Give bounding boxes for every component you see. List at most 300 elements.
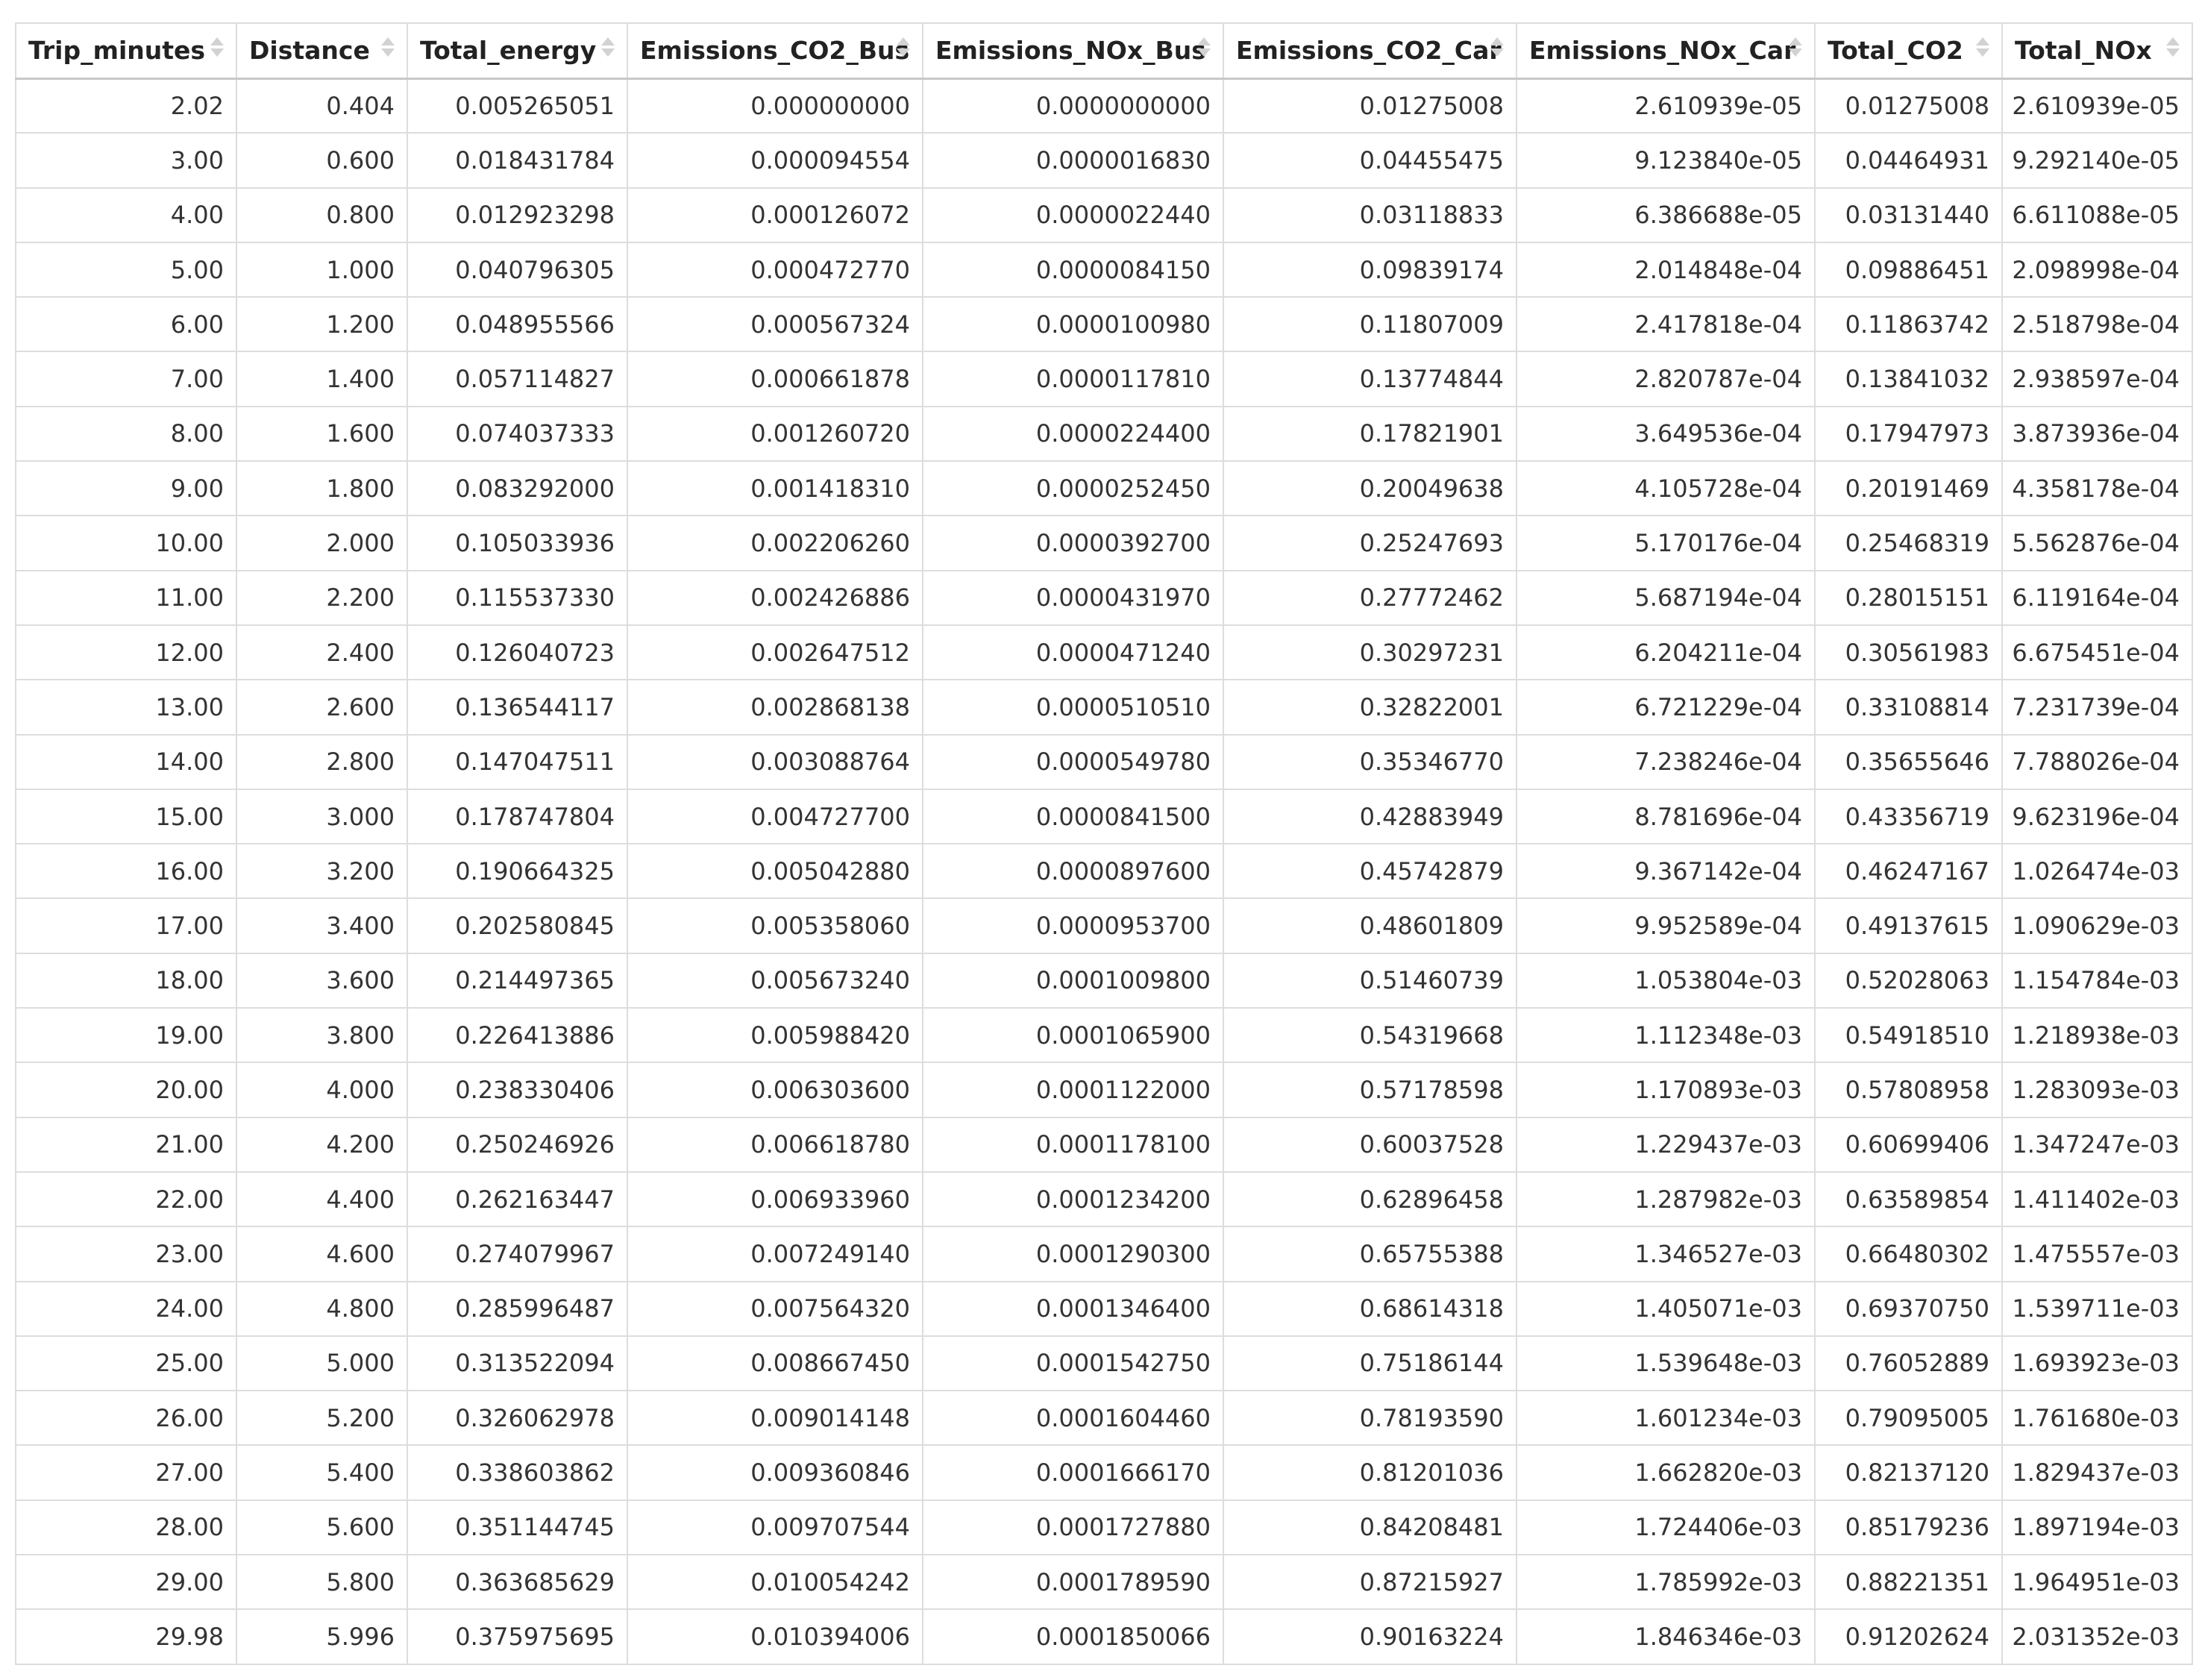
table-cell: 0.285996487 [407, 1282, 627, 1336]
table-cell: 0.27772462 [1223, 571, 1516, 625]
table-row [16, 78, 2192, 133]
table-cell: 4.105728e-04 [1516, 461, 1815, 515]
table-cell: 0.012923298 [407, 188, 627, 242]
table-cell: 0.20049638 [1223, 461, 1516, 515]
table-cell: 2.820787e-04 [1516, 351, 1815, 406]
table-cell: 2.600 [236, 680, 407, 734]
table-cell: 1.405071e-03 [1516, 1282, 1815, 1336]
table-row [16, 1445, 2192, 1499]
table-row [16, 1282, 2192, 1336]
table-cell: 29.00 [16, 1555, 236, 1609]
table-cell: 4.400 [236, 1172, 407, 1226]
table-cell: 0.25247693 [1223, 515, 1516, 570]
table-cell: 3.200 [236, 844, 407, 898]
table-cell: 0.46247167 [1815, 844, 2002, 898]
table-cell: 0.190664325 [407, 844, 627, 898]
table-cell: 0.010394006 [627, 1609, 923, 1664]
table-cell: 1.897194e-03 [2002, 1500, 2192, 1555]
table-row [16, 133, 2192, 187]
table-cell: 0.60699406 [1815, 1118, 2002, 1172]
table-cell: 2.02 [16, 78, 236, 133]
table-cell: 0.45742879 [1223, 844, 1516, 898]
table-cell: 0.66480302 [1815, 1226, 2002, 1281]
table-cell: 6.721229e-04 [1516, 680, 1815, 734]
table-cell: 0.42883949 [1223, 789, 1516, 844]
table-cell: 10.00 [16, 515, 236, 570]
table-cell: 0.65755388 [1223, 1226, 1516, 1281]
table-cell: 11.00 [16, 571, 236, 625]
sort-icon[interactable] [601, 36, 615, 61]
column-header-label: Emissions_CO2_Bus [640, 36, 910, 66]
column-header-emissions-co2-bus[interactable] [627, 23, 923, 78]
table-cell: 1.693923e-03 [2002, 1336, 2192, 1391]
table-cell: 0.68614318 [1223, 1282, 1516, 1336]
table-cell: 19.00 [16, 1008, 236, 1062]
table-cell: 3.800 [236, 1008, 407, 1062]
table-cell: 0.250246926 [407, 1118, 627, 1172]
table-cell: 0.0000841500 [923, 789, 1223, 844]
column-header-total-co2[interactable] [1815, 23, 2002, 78]
column-header-emissions-nox-car[interactable] [1516, 23, 1815, 78]
table-cell: 0.52028063 [1815, 953, 2002, 1008]
table-cell: 0.84208481 [1223, 1500, 1516, 1555]
table-cell: 0.87215927 [1223, 1555, 1516, 1609]
table-cell: 1.026474e-03 [2002, 844, 2192, 898]
table-cell: 0.54918510 [1815, 1008, 2002, 1062]
table-cell: 0.0000897600 [923, 844, 1223, 898]
table-cell: 0.010054242 [627, 1555, 923, 1609]
column-header-total-energy[interactable] [407, 23, 627, 78]
table-cell: 0.008667450 [627, 1336, 923, 1391]
table-cell: 0.60037528 [1223, 1118, 1516, 1172]
column-header-label: Total_energy [420, 36, 597, 66]
table-cell: 0.04464931 [1815, 133, 2002, 187]
table-cell: 17.00 [16, 898, 236, 953]
table-cell: 7.00 [16, 351, 236, 406]
sort-icon[interactable] [1789, 36, 1802, 61]
table-cell: 0.17821901 [1223, 407, 1516, 461]
table-cell: 0.001418310 [627, 461, 923, 515]
table-cell: 0.005265051 [407, 78, 627, 133]
table-cell: 0.351144745 [407, 1500, 627, 1555]
column-header-total-nox[interactable] [2002, 23, 2192, 78]
table-row [16, 571, 2192, 625]
table-cell: 0.002426886 [627, 571, 923, 625]
table-cell: 0.0000471240 [923, 625, 1223, 680]
table-cell: 0.0001727880 [923, 1500, 1223, 1555]
table-cell: 0.0000117810 [923, 351, 1223, 406]
table-cell: 0.007249140 [627, 1226, 923, 1281]
table-cell: 0.006933960 [627, 1172, 923, 1226]
table-row [16, 242, 2192, 297]
table-cell: 0.009707544 [627, 1500, 923, 1555]
table-cell: 0.0000100980 [923, 297, 1223, 351]
table-cell: 0.0000000000 [923, 78, 1223, 133]
table-cell: 1.347247e-03 [2002, 1118, 2192, 1172]
table-cell: 5.996 [236, 1609, 407, 1664]
table-cell: 0.35655646 [1815, 735, 2002, 789]
table-cell: 0.083292000 [407, 461, 627, 515]
table-cell: 0.006303600 [627, 1062, 923, 1117]
table-row [16, 188, 2192, 242]
table-row [16, 844, 2192, 898]
sort-icon[interactable] [1490, 36, 1504, 61]
table-cell: 0.0001542750 [923, 1336, 1223, 1391]
table-cell: 0.000094554 [627, 133, 923, 187]
table-cell: 2.417818e-04 [1516, 297, 1815, 351]
sort-icon[interactable] [381, 36, 395, 61]
column-header-label: Total_CO2 [1828, 36, 1963, 66]
table-cell: 13.00 [16, 680, 236, 734]
table-cell: 0.600 [236, 133, 407, 187]
table-cell: 0.147047511 [407, 735, 627, 789]
table-row [16, 1609, 2192, 1664]
table-cell: 7.238246e-04 [1516, 735, 1815, 789]
table-cell: 1.287982e-03 [1516, 1172, 1815, 1226]
table-cell: 1.829437e-03 [2002, 1445, 2192, 1499]
table-cell: 1.846346e-03 [1516, 1609, 1815, 1664]
table-cell: 8.00 [16, 407, 236, 461]
column-header-trip-minutes[interactable] [16, 23, 236, 78]
table-row [16, 1008, 2192, 1062]
table-cell: 23.00 [16, 1226, 236, 1281]
table-cell: 7.231739e-04 [2002, 680, 2192, 734]
table-cell: 0.005673240 [627, 953, 923, 1008]
table-cell: 1.600 [236, 407, 407, 461]
table-cell: 12.00 [16, 625, 236, 680]
table-cell: 3.00 [16, 133, 236, 187]
table-cell: 28.00 [16, 1500, 236, 1555]
table-cell: 0.0001234200 [923, 1172, 1223, 1226]
table-cell: 9.367142e-04 [1516, 844, 1815, 898]
table-cell: 1.411402e-03 [2002, 1172, 2192, 1226]
table-cell: 4.600 [236, 1226, 407, 1281]
table-cell: 0.338603862 [407, 1445, 627, 1499]
table-cell: 0.262163447 [407, 1172, 627, 1226]
table-cell: 0.0001346400 [923, 1282, 1223, 1336]
table-cell: 3.873936e-04 [2002, 407, 2192, 461]
table-cell: 2.800 [236, 735, 407, 789]
table-cell: 0.01275008 [1223, 78, 1516, 133]
table-row [16, 789, 2192, 844]
table-cell: 4.200 [236, 1118, 407, 1172]
table-cell: 0.214497365 [407, 953, 627, 1008]
table-cell: 0.274079967 [407, 1226, 627, 1281]
column-header-label: Emissions_CO2_Car [1236, 36, 1502, 66]
table-cell: 25.00 [16, 1336, 236, 1391]
data-table [15, 22, 2193, 1665]
table-cell: 15.00 [16, 789, 236, 844]
table-cell: 21.00 [16, 1118, 236, 1172]
sort-icon[interactable] [210, 36, 224, 61]
table-cell: 0.0001290300 [923, 1226, 1223, 1281]
table-cell: 0.404 [236, 78, 407, 133]
table-cell: 0.20191469 [1815, 461, 2002, 515]
table-cell: 0.0001178100 [923, 1118, 1223, 1172]
table-row [16, 407, 2192, 461]
table-cell: 0.25468319 [1815, 515, 2002, 570]
table-cell: 1.200 [236, 297, 407, 351]
table-cell: 0.009360846 [627, 1445, 923, 1499]
table-cell: 0.51460739 [1223, 953, 1516, 1008]
table-cell: 0.115537330 [407, 571, 627, 625]
table-cell: 9.123840e-05 [1516, 133, 1815, 187]
table-cell: 0.57178598 [1223, 1062, 1516, 1117]
table-cell: 5.562876e-04 [2002, 515, 2192, 570]
table-cell: 1.475557e-03 [2002, 1226, 2192, 1281]
table-cell: 0.074037333 [407, 407, 627, 461]
table-cell: 5.200 [236, 1391, 407, 1445]
table-cell: 4.00 [16, 188, 236, 242]
table-cell: 2.610939e-05 [2002, 78, 2192, 133]
table-row [16, 898, 2192, 953]
table-cell: 0.326062978 [407, 1391, 627, 1445]
table-cell: 0.238330406 [407, 1062, 627, 1117]
table-cell: 8.781696e-04 [1516, 789, 1815, 844]
table-cell: 0.62896458 [1223, 1172, 1516, 1226]
table-cell: 2.200 [236, 571, 407, 625]
table-cell: 0.0001122000 [923, 1062, 1223, 1117]
table-cell: 0.54319668 [1223, 1008, 1516, 1062]
table-cell: 1.000 [236, 242, 407, 297]
table-cell: 27.00 [16, 1445, 236, 1499]
table-cell: 0.63589854 [1815, 1172, 2002, 1226]
table-row [16, 1336, 2192, 1391]
table-cell: 3.600 [236, 953, 407, 1008]
table-row [16, 1555, 2192, 1609]
table-cell: 0.17947973 [1815, 407, 2002, 461]
table-cell: 0.0000510510 [923, 680, 1223, 734]
table-cell: 3.400 [236, 898, 407, 953]
table-cell: 0.005358060 [627, 898, 923, 953]
table-row [16, 1391, 2192, 1445]
table-cell: 5.170176e-04 [1516, 515, 1815, 570]
table-cell: 6.204211e-04 [1516, 625, 1815, 680]
table-cell: 0.78193590 [1223, 1391, 1516, 1445]
table-cell: 0.005988420 [627, 1008, 923, 1062]
table-cell: 0.0000252450 [923, 461, 1223, 515]
table-cell: 3.000 [236, 789, 407, 844]
table-cell: 1.283093e-03 [2002, 1062, 2192, 1117]
table-cell: 0.040796305 [407, 242, 627, 297]
table-cell: 0.75186144 [1223, 1336, 1516, 1391]
table-cell: 2.014848e-04 [1516, 242, 1815, 297]
table-cell: 0.35346770 [1223, 735, 1516, 789]
table-cell: 0.13841032 [1815, 351, 2002, 406]
table-cell: 0.03131440 [1815, 188, 2002, 242]
column-header-emissions-nox-bus[interactable] [923, 23, 1223, 78]
table-row [16, 680, 2192, 734]
table-cell: 0.09839174 [1223, 242, 1516, 297]
table-cell: 1.662820e-03 [1516, 1445, 1815, 1499]
table-cell: 18.00 [16, 953, 236, 1008]
table-cell: 0.88221351 [1815, 1555, 2002, 1609]
table-cell: 2.938597e-04 [2002, 351, 2192, 406]
table-cell: 0.800 [236, 188, 407, 242]
table-cell: 16.00 [16, 844, 236, 898]
table-cell: 0.009014148 [627, 1391, 923, 1445]
table-cell: 0.30297231 [1223, 625, 1516, 680]
table-cell: 20.00 [16, 1062, 236, 1117]
table-row [16, 1172, 2192, 1226]
table-cell: 0.82137120 [1815, 1445, 2002, 1499]
table-cell: 0.57808958 [1815, 1062, 2002, 1117]
table-cell: 1.090629e-03 [2002, 898, 2192, 953]
table-row [16, 625, 2192, 680]
table-cell: 0.30561983 [1815, 625, 2002, 680]
table-cell: 0.85179236 [1815, 1500, 2002, 1555]
table-cell: 0.0001789590 [923, 1555, 1223, 1609]
table-cell: 0.105033936 [407, 515, 627, 570]
table-cell: 1.400 [236, 351, 407, 406]
table-cell: 1.601234e-03 [1516, 1391, 1815, 1445]
table-body [16, 78, 2192, 1664]
table-cell: 0.11807009 [1223, 297, 1516, 351]
table-cell: 1.218938e-03 [2002, 1008, 2192, 1062]
table-cell: 0.0001009800 [923, 953, 1223, 1008]
table-cell: 0.0001850066 [923, 1609, 1223, 1664]
table-cell: 29.98 [16, 1609, 236, 1664]
table-cell: 0.226413886 [407, 1008, 627, 1062]
table-cell: 0.007564320 [627, 1282, 923, 1336]
table-cell: 0.11863742 [1815, 297, 2002, 351]
table-cell: 1.800 [236, 461, 407, 515]
column-header-label: Distance [249, 36, 370, 66]
table-cell: 1.724406e-03 [1516, 1500, 1815, 1555]
table-cell: 1.964951e-03 [2002, 1555, 2192, 1609]
table-cell: 1.785992e-03 [1516, 1555, 1815, 1609]
table-cell: 1.112348e-03 [1516, 1008, 1815, 1062]
table-cell: 4.000 [236, 1062, 407, 1117]
table-row [16, 515, 2192, 570]
table-cell: 0.0000084150 [923, 242, 1223, 297]
table-cell: 1.170893e-03 [1516, 1062, 1815, 1117]
table-cell: 2.400 [236, 625, 407, 680]
table-cell: 5.00 [16, 242, 236, 297]
table-cell: 0.006618780 [627, 1118, 923, 1172]
sort-icon[interactable] [2166, 36, 2180, 61]
table-cell: 0.0001666170 [923, 1445, 1223, 1499]
table-cell: 0.28015151 [1815, 571, 2002, 625]
table-cell: 4.800 [236, 1282, 407, 1336]
table-cell: 0.000661878 [627, 351, 923, 406]
table-row [16, 297, 2192, 351]
table-cell: 0.48601809 [1223, 898, 1516, 953]
table-cell: 0.0000016830 [923, 133, 1223, 187]
column-header-distance[interactable] [236, 23, 407, 78]
header-row [16, 23, 2192, 78]
table-cell: 1.053804e-03 [1516, 953, 1815, 1008]
table-cell: 0.000472770 [627, 242, 923, 297]
table-cell: 0.002206260 [627, 515, 923, 570]
table-cell: 0.49137615 [1815, 898, 2002, 953]
data-table-container [15, 22, 2192, 1665]
table-cell: 3.649536e-04 [1516, 407, 1815, 461]
table-cell: 0.0000224400 [923, 407, 1223, 461]
table-cell: 26.00 [16, 1391, 236, 1445]
table-cell: 0.0000392700 [923, 515, 1223, 570]
table-cell: 2.518798e-04 [2002, 297, 2192, 351]
table-cell: 0.048955566 [407, 297, 627, 351]
table-cell: 0.005042880 [627, 844, 923, 898]
table-cell: 0.363685629 [407, 1555, 627, 1609]
column-header-label: Trip_minutes [28, 36, 206, 66]
column-header-label: Emissions_NOx_Car [1529, 36, 1796, 66]
table-cell: 0.003088764 [627, 735, 923, 789]
table-cell: 1.229437e-03 [1516, 1118, 1815, 1172]
table-cell: 1.539711e-03 [2002, 1282, 2192, 1336]
table-cell: 0.002647512 [627, 625, 923, 680]
table-cell: 1.539648e-03 [1516, 1336, 1815, 1391]
table-cell: 1.346527e-03 [1516, 1226, 1815, 1281]
table-cell: 0.03118833 [1223, 188, 1516, 242]
table-row [16, 1226, 2192, 1281]
table-cell: 9.00 [16, 461, 236, 515]
table-row [16, 1500, 2192, 1555]
table-cell: 0.32822001 [1223, 680, 1516, 734]
table-cell: 0.90163224 [1223, 1609, 1516, 1664]
table-cell: 0.76052889 [1815, 1336, 2002, 1391]
table-cell: 0.0000549780 [923, 735, 1223, 789]
column-header-emissions-co2-car[interactable] [1223, 23, 1516, 78]
table-cell: 0.81201036 [1223, 1445, 1516, 1499]
table-cell: 0.33108814 [1815, 680, 2002, 734]
table-cell: 5.400 [236, 1445, 407, 1499]
table-row [16, 1118, 2192, 1172]
table-cell: 1.154784e-03 [2002, 953, 2192, 1008]
table-cell: 0.178747804 [407, 789, 627, 844]
table-cell: 0.000126072 [627, 188, 923, 242]
table-cell: 0.375975695 [407, 1609, 627, 1664]
table-cell: 2.000 [236, 515, 407, 570]
table-cell: 0.69370750 [1815, 1282, 2002, 1336]
column-header-label: Emissions_NOx_Bus [935, 36, 1206, 66]
sort-icon[interactable] [897, 36, 910, 61]
table-cell: 9.952589e-04 [1516, 898, 1815, 953]
table-cell: 9.623196e-04 [2002, 789, 2192, 844]
table-row [16, 351, 2192, 406]
table-cell: 0.43356719 [1815, 789, 2002, 844]
table-cell: 4.358178e-04 [2002, 461, 2192, 515]
table-cell: 5.000 [236, 1336, 407, 1391]
table-cell: 0.0001065900 [923, 1008, 1223, 1062]
column-header-label: Total_NOx [2015, 36, 2152, 66]
table-cell: 0.79095005 [1815, 1391, 2002, 1445]
table-cell: 0.136544117 [407, 680, 627, 734]
table-cell: 0.01275008 [1815, 78, 2002, 133]
table-row [16, 735, 2192, 789]
table-cell: 2.098998e-04 [2002, 242, 2192, 297]
table-cell: 6.00 [16, 297, 236, 351]
table-cell: 0.0001604460 [923, 1391, 1223, 1445]
sort-icon[interactable] [1197, 36, 1211, 61]
table-cell: 0.13774844 [1223, 351, 1516, 406]
table-cell: 0.001260720 [627, 407, 923, 461]
table-cell: 0.000000000 [627, 78, 923, 133]
table-cell: 14.00 [16, 735, 236, 789]
sort-icon[interactable] [1976, 36, 1989, 61]
table-header [16, 23, 2192, 78]
table-row [16, 953, 2192, 1008]
table-cell: 6.119164e-04 [2002, 571, 2192, 625]
table-cell: 0.09886451 [1815, 242, 2002, 297]
table-cell: 24.00 [16, 1282, 236, 1336]
table-cell: 2.610939e-05 [1516, 78, 1815, 133]
table-cell: 5.800 [236, 1555, 407, 1609]
table-cell: 0.126040723 [407, 625, 627, 680]
table-cell: 5.600 [236, 1500, 407, 1555]
table-cell: 9.292140e-05 [2002, 133, 2192, 187]
